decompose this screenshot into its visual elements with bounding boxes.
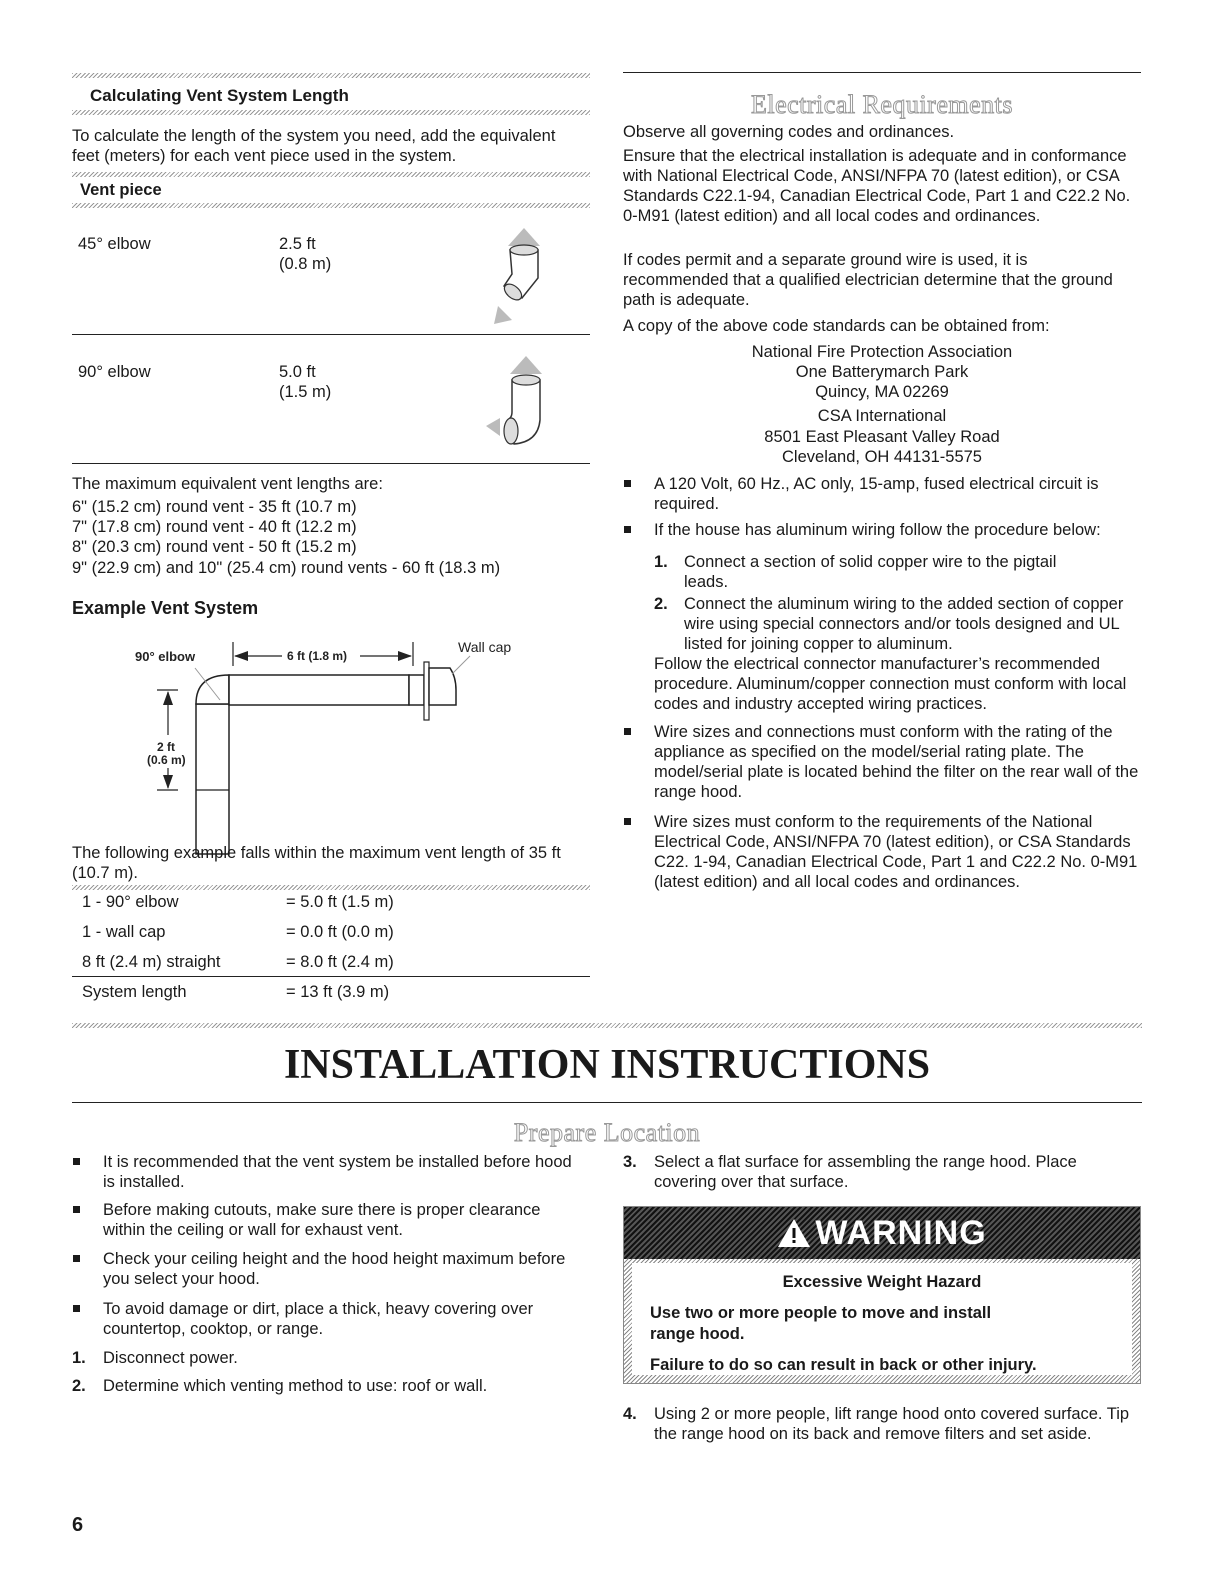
prepare-heading: Prepare Location [513,1118,701,1147]
total-item: System length [82,983,187,1001]
step-number: 2. [72,1377,86,1395]
example-text: The following example falls within the maximum vent length of 35 ft (10.7 m). [72,844,561,882]
warning-body [632,1263,1132,1375]
install-step: Select a flat surface for assembling the range hood. Place covering over that surface. [654,1153,1077,1191]
warning-box [623,1206,1141,1384]
elec-p4: A copy of the above code standards can be obtained from: [623,317,1050,335]
piece-ft: 2.5 ft [279,235,316,253]
example-vent-diagram [120,632,540,857]
calc-intro: To calculate the length of the system you need, add the equivalent feet (meters) for each vent piece used in the system. [72,127,556,165]
install-step: Determine which venting method to use: roof or wall. [103,1377,488,1395]
elec-top-rule [623,72,1141,73]
example-item: 8 ft (2.4 m) straight [82,953,221,971]
prepare-bullet: To avoid damage or dirt, place a thick, heavy covering over countertop, cooktop, or range. [103,1299,578,1339]
example-value: = 5.0 ft (1.5 m) [286,893,394,911]
warning-banner [624,1207,1140,1259]
address-line: One Batterymarch Park [795,363,969,381]
elec-step: Connect a section of solid copper wire to the pigtail leads. [684,553,1057,591]
elec-follow: Follow the electrical connector manufacturer’s recommended procedure. Aluminum/copper connection must conform with local codes and industry accepted wiring practices. [654,655,1127,713]
elec-bullet: A 120 Volt, 60 Hz., AC only, 15-amp, fused electrical circuit is required. [654,474,1141,514]
total-divider [72,976,590,977]
prepare-bullet: Before making cutouts, make sure there is proper clearance within the ceiling or wall for exhaust vent. [103,1200,578,1240]
address-line: Cleveland, OH 44131-5575 [782,448,982,466]
example-table-bar [72,885,590,890]
piece-m: (1.5 m) [279,383,332,401]
wallcap-label: Wall cap [458,639,512,655]
warning-line: Use two or more people to move and install range hood. [650,1304,992,1343]
prepare-bullet: It is recommended that the vent system be installed before hood is installed. [103,1152,578,1192]
example-value: = 0.0 ft (0.0 m) [286,923,394,941]
address-line: 8501 East Pleasant Valley Road [764,428,1000,446]
install-step: Using 2 or more people, lift range hood onto covered surface. Tip the range hood on its back and remove filters and set aside. [654,1405,1130,1443]
elbow-90-icon [480,356,572,456]
calc-heading-bar-top [72,73,590,78]
warning-triangle-icon [777,1218,811,1248]
step-number: 4. [623,1405,637,1423]
elec-bullet: If the house has aluminum wiring follow the procedure below: [654,520,1144,540]
vent-piece-bar-bottom [72,203,590,208]
address-line: CSA International [817,407,947,425]
step-number: 1. [72,1349,86,1367]
piece-name: 45° elbow [78,235,151,253]
row-divider [72,334,590,335]
height-ft-label: 2 ft [157,740,175,754]
elec-heading: Electrical Requirements [750,90,1013,119]
step-number: 2. [654,595,668,613]
prepare-bullet: Check your ceiling height and the hood height maximum before you select your hood. [103,1249,578,1289]
elbow-label: 90° elbow [135,649,196,664]
install-title: INSTALLATION INSTRUCTIONS [283,1042,931,1088]
max-heading: The maximum equivalent vent lengths are: [72,475,383,493]
install-rule [72,1102,1142,1103]
warning-hazard: Excessive Weight Hazard [782,1273,982,1291]
address-line: Quincy, MA 02269 [815,383,949,401]
elec-step: Connect the aluminum wiring to the added section of copper wire using special connectors and/or tools designed and UL listed for joining copper to aluminum. [684,595,1124,653]
calc-heading: Calculating Vent System Length [90,86,349,105]
max-length: 7" (17.8 cm) round vent - 40 ft (12.2 m) [72,518,357,536]
max-length: 8" (20.3 cm) round vent - 50 ft (15.2 m) [72,538,357,556]
elec-bullet: Wire sizes must conform to the requirements of the National Electrical Code, ANSI/NFPA 70 (latest edition), or CSA Standards C22. 1-94, Canadian Electrical Code, Part 1 and C22.2 No. 0-M91 (latest edition) and all local codes and ordinances. [654,812,1141,892]
install-step: Disconnect power. [103,1349,238,1367]
warning-line: Failure to do so can result in back or other injury. [650,1356,1037,1374]
length-label: 6 ft (1.8 m) [287,649,348,663]
piece-ft: 5.0 ft [279,363,316,381]
row-divider [72,463,590,464]
install-bar [72,1023,1142,1028]
example-item: 1 - wall cap [82,923,166,941]
vent-piece-bar-top [72,172,590,177]
piece-m: (0.8 m) [279,255,332,273]
elec-bullet: Wire sizes and connections must conform with the rating of the appliance as specified on the model/serial rating plate. The model/serial plate is located behind the filter on the rear wall of the range hood. [654,722,1141,802]
height-m-label: (0.6 m) [147,753,186,767]
step-number: 3. [623,1153,637,1171]
elec-p2: Ensure that the electrical installation is adequate and in conformance with National Electrical Code, ANSI/NFPA 70 (latest edition), or CSA Standards C22.1-94, Canadian Electrical Code, Part 1 and C22.2 No. 0-M91 (latest edition) and all local codes and ordinances. [623,147,1131,225]
max-length: 9" (22.9 cm) and 10" (25.4 cm) round vents - 60 ft (18.3 m) [72,559,501,577]
piece-name: 90° elbow [78,363,151,381]
example-value: = 8.0 ft (2.4 m) [286,953,394,971]
elbow-45-icon [478,228,570,328]
example-item: 1 - 90° elbow [82,893,179,911]
total-value: = 13 ft (3.9 m) [286,983,390,1001]
address-line: National Fire Protection Association [751,343,1013,361]
page-number: 6 [72,1514,84,1536]
example-heading: Example Vent System [72,598,259,618]
warning-label: WARNING [815,1213,987,1252]
elec-p3: If codes permit and a separate ground wire is used, it is recommended that a qualified electrician determine that the ground path is adequate. [623,251,1113,309]
step-number: 1. [654,553,668,571]
elec-p1: Observe all governing codes and ordinances. [623,123,955,141]
calc-heading-bar-bottom [72,110,590,115]
vent-piece-header: Vent piece [80,181,162,199]
max-length: 6" (15.2 cm) round vent - 35 ft (10.7 m) [72,498,357,516]
